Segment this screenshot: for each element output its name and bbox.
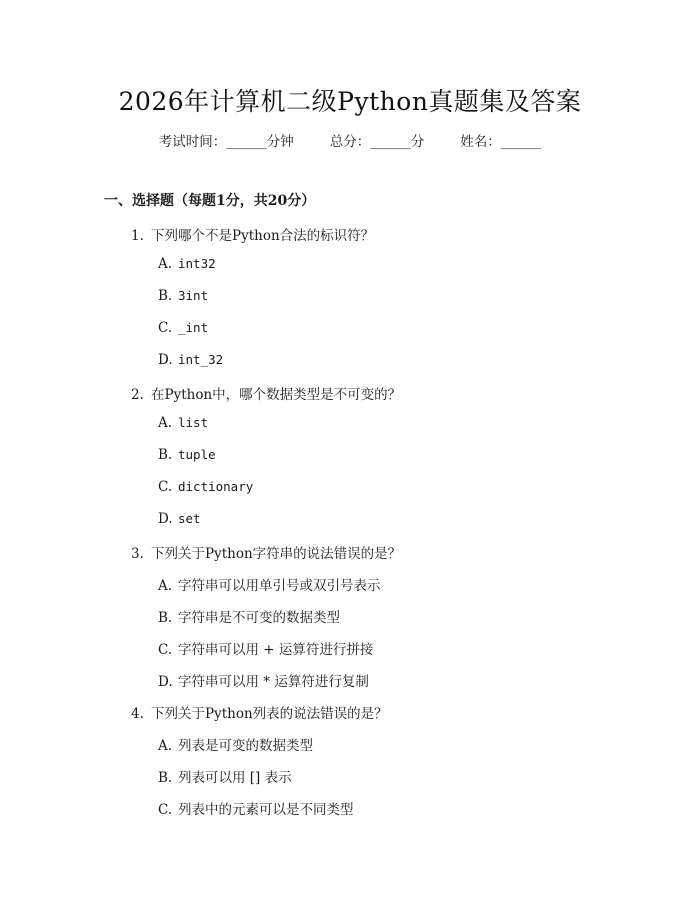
- option-2d: [158, 511, 201, 527]
- option-1b: [158, 288, 208, 304]
- option-1a: [158, 256, 216, 272]
- option-letter: C.: [158, 802, 173, 818]
- option-text: 字符串可以用 * 运算符进行复制: [178, 674, 369, 690]
- option-text: list: [178, 415, 209, 430]
- option-letter: D.: [158, 674, 173, 690]
- question-number: 2.: [131, 387, 144, 403]
- option-text: int32: [178, 256, 216, 271]
- option-letter: B.: [158, 447, 173, 463]
- question-4: [131, 702, 388, 722]
- option-4b: [158, 766, 292, 786]
- total-score-field: 总分：______分: [329, 134, 425, 150]
- option-4a: [158, 734, 313, 754]
- question-1: [131, 224, 374, 244]
- option-3d: [158, 670, 369, 690]
- option-letter: C.: [158, 479, 173, 495]
- option-2b: [158, 447, 216, 463]
- option-text: dictionary: [178, 479, 254, 494]
- option-2a: [158, 415, 208, 431]
- option-letter: A.: [158, 256, 173, 272]
- question-text: 下列关于Python字符串的说法错误的是？: [151, 546, 402, 562]
- question-text: 下列哪个不是Python合法的标识符？: [151, 228, 375, 244]
- option-3c: [158, 638, 373, 658]
- option-3a: [158, 574, 381, 594]
- option-text: 3int: [178, 288, 209, 303]
- question-text: 在Python中，哪个数据类型是不可变的？: [151, 387, 402, 403]
- option-text: 字符串是不可变的数据类型: [178, 610, 340, 626]
- option-letter: B.: [158, 610, 173, 626]
- question-number: 3.: [131, 546, 144, 562]
- question-2: [131, 383, 401, 403]
- option-letter: A.: [158, 415, 173, 431]
- option-text: 列表中的元素可以是不同类型: [178, 802, 354, 818]
- option-letter: A.: [158, 738, 173, 754]
- option-text: 字符串可以用 + 运算符进行拼接: [178, 642, 374, 658]
- option-text: 字符串可以用单引号或双引号表示: [178, 578, 381, 594]
- option-letter: D.: [158, 511, 173, 527]
- option-text: 列表是可变的数据类型: [178, 738, 313, 754]
- option-text: set: [178, 511, 201, 526]
- option-text: int_32: [178, 352, 224, 367]
- option-1d: [158, 352, 223, 368]
- question-number: 4.: [131, 706, 144, 722]
- name-field: 姓名：______: [460, 134, 542, 150]
- section-heading: 一、选择题（每题1分，共20分）: [104, 193, 316, 209]
- option-text: _int: [178, 320, 209, 335]
- option-letter: B.: [158, 288, 173, 304]
- question-3: [131, 542, 401, 562]
- option-letter: C.: [158, 320, 173, 336]
- question-text: 下列关于Python列表的说法错误的是？: [151, 706, 388, 722]
- option-2c: [158, 479, 253, 495]
- question-number: 1.: [131, 228, 144, 244]
- option-text: 列表可以用 [] 表示: [178, 770, 292, 786]
- exam-info-line: [0, 130, 700, 150]
- option-1c: [158, 320, 208, 336]
- option-letter: D.: [158, 352, 173, 368]
- page-title: 2026年计算机二级Python真题集及答案: [118, 87, 582, 116]
- exam-time-field: 考试时间：______分钟: [158, 134, 294, 150]
- option-4c: [158, 798, 354, 818]
- option-letter: C.: [158, 642, 173, 658]
- option-text: tuple: [178, 447, 216, 462]
- option-letter: B.: [158, 770, 173, 786]
- option-3b: [158, 606, 340, 626]
- option-letter: A.: [158, 578, 173, 594]
